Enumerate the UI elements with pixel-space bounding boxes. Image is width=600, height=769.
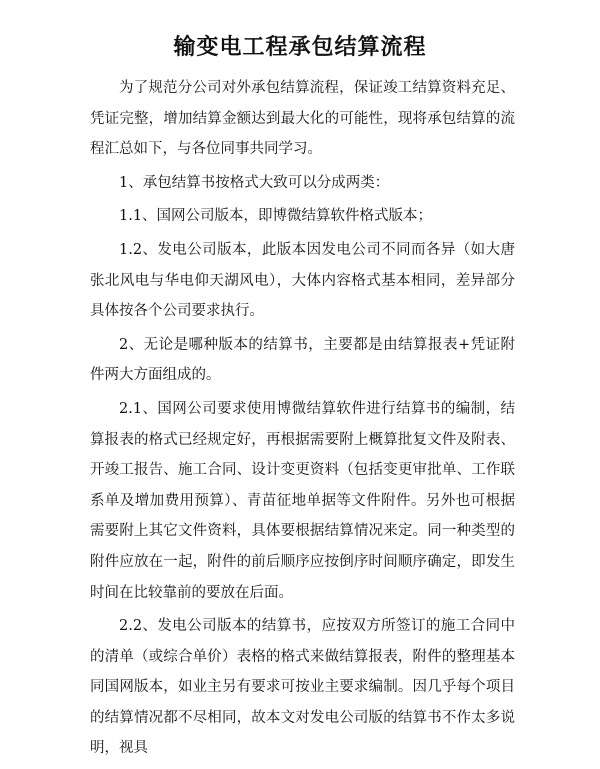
paragraph-section-1-2: 1.2、发电公司版本，此版本因发电公司不同而各异（如大唐张北风电与华电仰天湖风电），大体内容格式基本相同，差异部分具体按各个公司要求执行。: [90, 241, 515, 320]
paragraph-section-2: 2、无论是哪种版本的结算书，主要都是由结算报表+凭证附件两大方面组成的。: [90, 336, 515, 384]
document-body: [90, 73, 515, 764]
paragraph-section-1: 1、承包结算书按格式大致可以分成两类：: [119, 174, 390, 191]
document-title: 输变电工程承包结算流程: [173, 35, 427, 60]
paragraph-section-2-2: 2.2、发电公司版本的结算书，应按双方所签订的施工合同中的清单（或综合单价）表格的格式来做结算报表，附件的整理基本同国网版本，如业主另有要求可按业主要求编制。因几乎每个项目的结算情况都不尽相同，故本文对发电公司版的结算书不作太多说明，视具: [90, 618, 515, 757]
paragraph-section-1-1: 1.1、国网公司版本，即博微结算软件格式版本；: [119, 208, 433, 225]
paragraph-section-2-1: 2.1、国网公司要求使用博微结算软件进行结算书的编制，结算报表的格式已经规定好，再根据需要附上概算批复文件及附表、开竣工报告、施工合同、设计变更资料（包括变更审批单、工作联系单及增加费用预算）、青苗征地单据等文件附件。另外也可根据需要附上其它文件资料，具体要根据结算情况来定。同一种类型的附件应放在一起，附件的前后顺序应按倒序时间顺序确定，即发生时间在比较靠前的要放在后面。: [90, 400, 515, 601]
paragraph-intro: 为了规范分公司对外承包结算流程，保证竣工结算资料充足、凭证完整，增加结算金额达到最大化的可能性，现将承包结算的流程汇总如下，与各位同事共同学习。: [90, 80, 515, 158]
